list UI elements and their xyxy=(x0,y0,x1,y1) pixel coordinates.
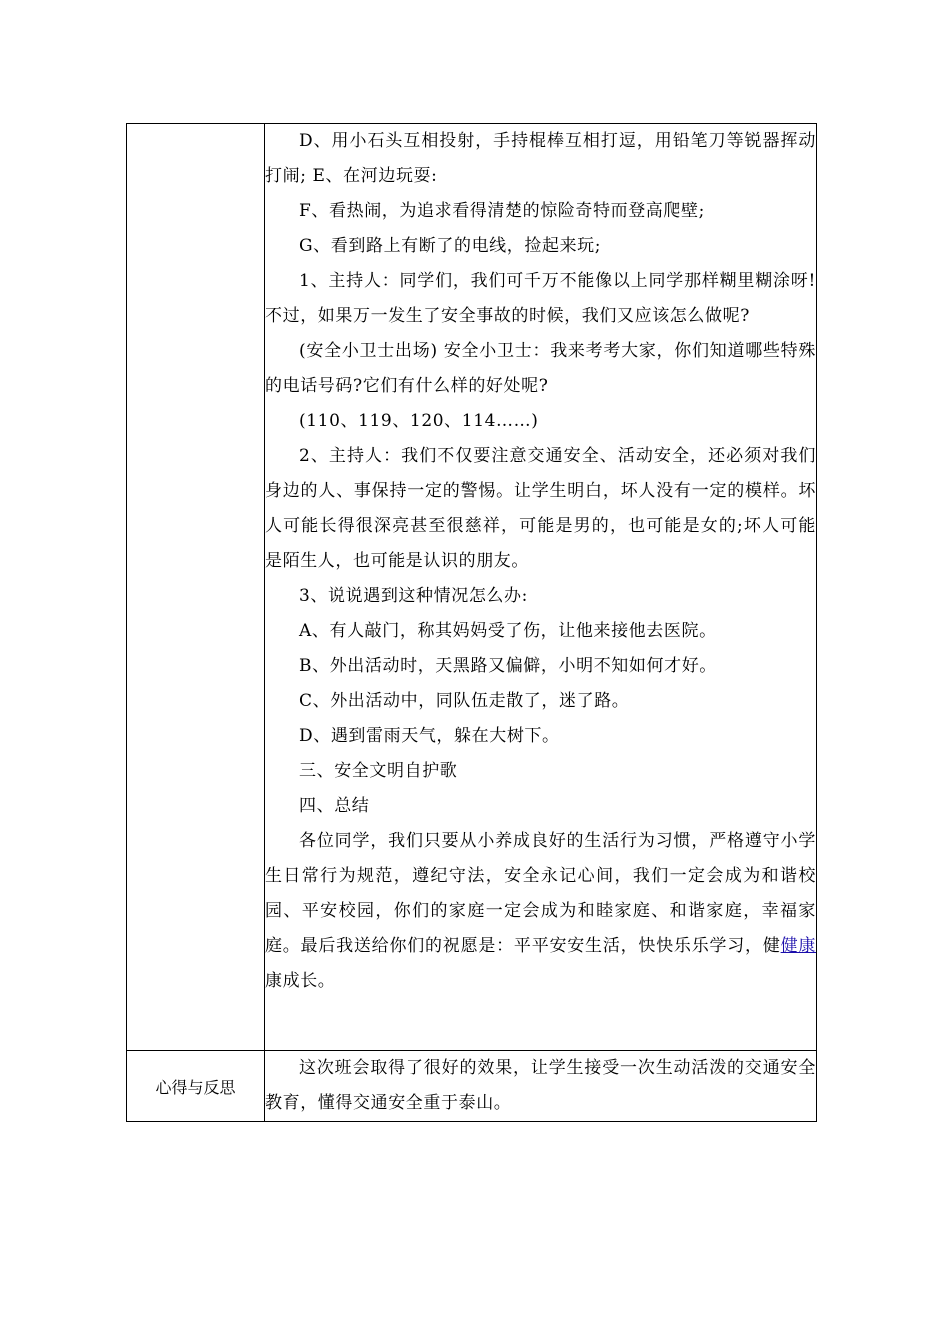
reflection-text: 这次班会取得了很好的效果，让学生接受一次生动活泼的交通安全教育，懂得交通安全重于泰山。 xyxy=(265,1058,816,1113)
closing-text: 各位同学，我们只要从小养成良好的生活行为习惯，严格遵守小学生日常行为规范，遵纪守法，安全永记心间，我们一定会成为和谐校园、平安校园，你们的家庭一定会成为和睦家庭、和谐家庭，幸福家庭。最后我送给你们的祝愿是：平平安安生活，快快乐乐学习，健 xyxy=(265,831,816,956)
activity-content-cell xyxy=(265,124,817,1051)
paragraph: A、有人敲门，称其妈妈受了伤，让他来接他去医院。 xyxy=(299,621,717,641)
closing-text-end: 康成长。 xyxy=(265,971,336,991)
health-link[interactable]: 健康 xyxy=(780,936,816,956)
paragraph: 1、主持人：同学们，我们可千万不能像以上同学那样糊里糊涂呀!不过，如果万一发生了安全事故的时候，我们又应该怎么做呢? xyxy=(265,271,816,326)
paragraph: F、看热闹，为追求看得清楚的惊险奇特而登高爬壁; xyxy=(299,201,705,221)
section-heading: 三、安全文明自护歌 xyxy=(299,761,458,781)
reflection-label: 心得与反思 xyxy=(127,1051,265,1122)
table-row-reflection xyxy=(127,1051,817,1122)
paragraph: (安全小卫士出场) 安全小卫士：我来考考大家，你们知道哪些特殊的电话号码?它们有什么样的好处呢? xyxy=(265,341,816,396)
paragraph: C、外出活动中，同队伍走散了，迷了路。 xyxy=(299,691,630,711)
paragraph: D、遇到雷雨天气，躲在大树下。 xyxy=(299,726,560,746)
section-heading: 四、总结 xyxy=(299,796,370,816)
paragraph: G、看到路上有断了的电线，捡起来玩; xyxy=(299,236,602,256)
paragraph: 3、说说遇到这种情况怎么办: xyxy=(299,586,528,606)
row-label-cell xyxy=(127,124,265,1051)
lesson-plan-table xyxy=(126,123,817,1122)
paragraph: 2、主持人：我们不仅要注意交通安全、活动安全，还必须对我们身边的人、事保持一定的警惕。让学生明白，坏人没有一定的模样。坏人可能长得很深亮甚至很慈祥，可能是男的，也可能是女的;坏人可能是陌生人，也可能是认识的朋友。 xyxy=(265,446,816,571)
table-row-activity xyxy=(127,124,817,1051)
reflection-content-cell xyxy=(265,1051,817,1122)
paragraph: D、用小石头互相投射，手持棍棒互相打逗，用铅笔刀等锐器挥动打闹; E、在河边玩耍: xyxy=(265,131,816,186)
paragraph: B、外出活动时，天黑路又偏僻，小明不知如何才好。 xyxy=(299,656,717,676)
paragraph: (110、119、120、114……) xyxy=(299,411,539,431)
closing-paragraph xyxy=(265,824,816,999)
